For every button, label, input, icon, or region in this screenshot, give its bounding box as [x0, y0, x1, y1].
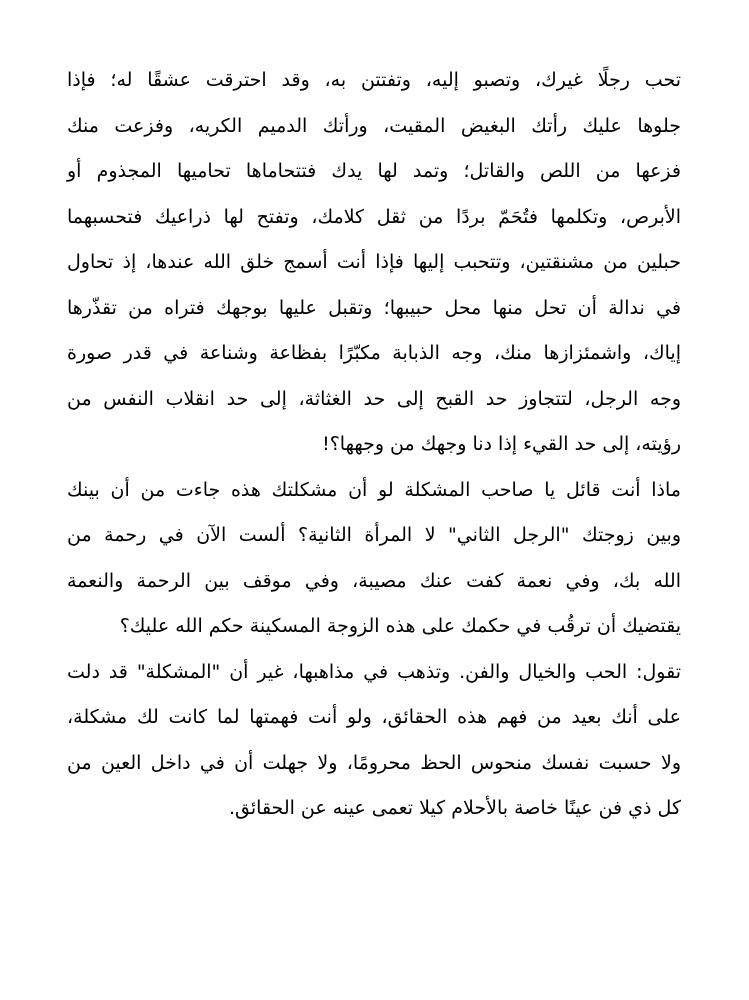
text-line: جلوها عليك رأتك البغيض المقيت، ورأتك الدميم الكريه، وفزعت منك [67, 114, 681, 137]
paragraph-3 [67, 650, 681, 832]
text-line: وجه الرجل، لتتجاوز حد القبح إلى حد الغثاثة، إلى حد انقلاب النفس من [67, 387, 681, 410]
text-line: تحب رجلًا غيرك، وتصبو إليه، وتفتتن به، وقد احترقت عشقًا له؛ فإذا [67, 69, 681, 91]
text-line: حبلين من مشنقتين، وتتحبب إليها فإذا أنت أسمج خلق الله عندها، إذ تحاول [67, 251, 681, 273]
document-page [67, 58, 681, 832]
text-line: تقول: الحب والخيال والفن. وتذهب في مذاهبها، غير أن "المشكلة" قد دلت [67, 660, 681, 683]
text-line: على أنك بعيد من فهم هذه الحقائق، ولو أنت فهمتها لما كانت لك مشكلة، [67, 706, 681, 728]
text-line: الأبرص، وتكلمها فتُحَمّ بردًا من ثقل كلامك، وتفتح لها ذراعيك فتحسبهما [67, 205, 681, 228]
text-line: وبين زوجتك "الرجل الثاني" لا المرأة الثانية؟ ألست الآن في رحمة من [67, 524, 681, 546]
text-line: ولا حسبت نفسك منحوس الحظ محرومًا، ولا جهلت أن في داخل العين من [67, 751, 681, 774]
text-line: الله بك، وفي نعمة كفت عنك مصيبة، وفي موقف بين الرحمة والنعمة [67, 569, 681, 592]
text-line: رؤيته، إلى حد القيء إذا دنا وجهك من وجهها؟! [322, 433, 681, 455]
paragraph-2 [67, 468, 681, 650]
text-line: كل ذي فن عينًا خاصة بالأحلام كيلا تعمى عينه عن الحقائق. [228, 797, 681, 819]
text-line: يقتضيك أن ترقُب في حكمك على هذه الزوجة المسكينة حكم الله عليك؟ [119, 615, 681, 637]
text-line: ماذا أنت قائل يا صاحب المشكلة لو أن مشكلتك هذه جاءت من أن بينك [67, 478, 681, 501]
text-line: فزعها من اللص والقاتل؛ وتمد لها يدك فتتحاماها تحاميها المجذوم أو [67, 160, 681, 182]
paragraph-1 [67, 58, 681, 468]
text-line: في ندالة أن تحل منها محل حبيبها؛ وتقبل عليها بوجهك فتراه من تقذّرها [67, 296, 681, 319]
text-line: إياك، واشمئزازها منك، وجه الذبابة مكبّرًا بفظاعة وشناعة في قدر صورة [67, 342, 681, 364]
